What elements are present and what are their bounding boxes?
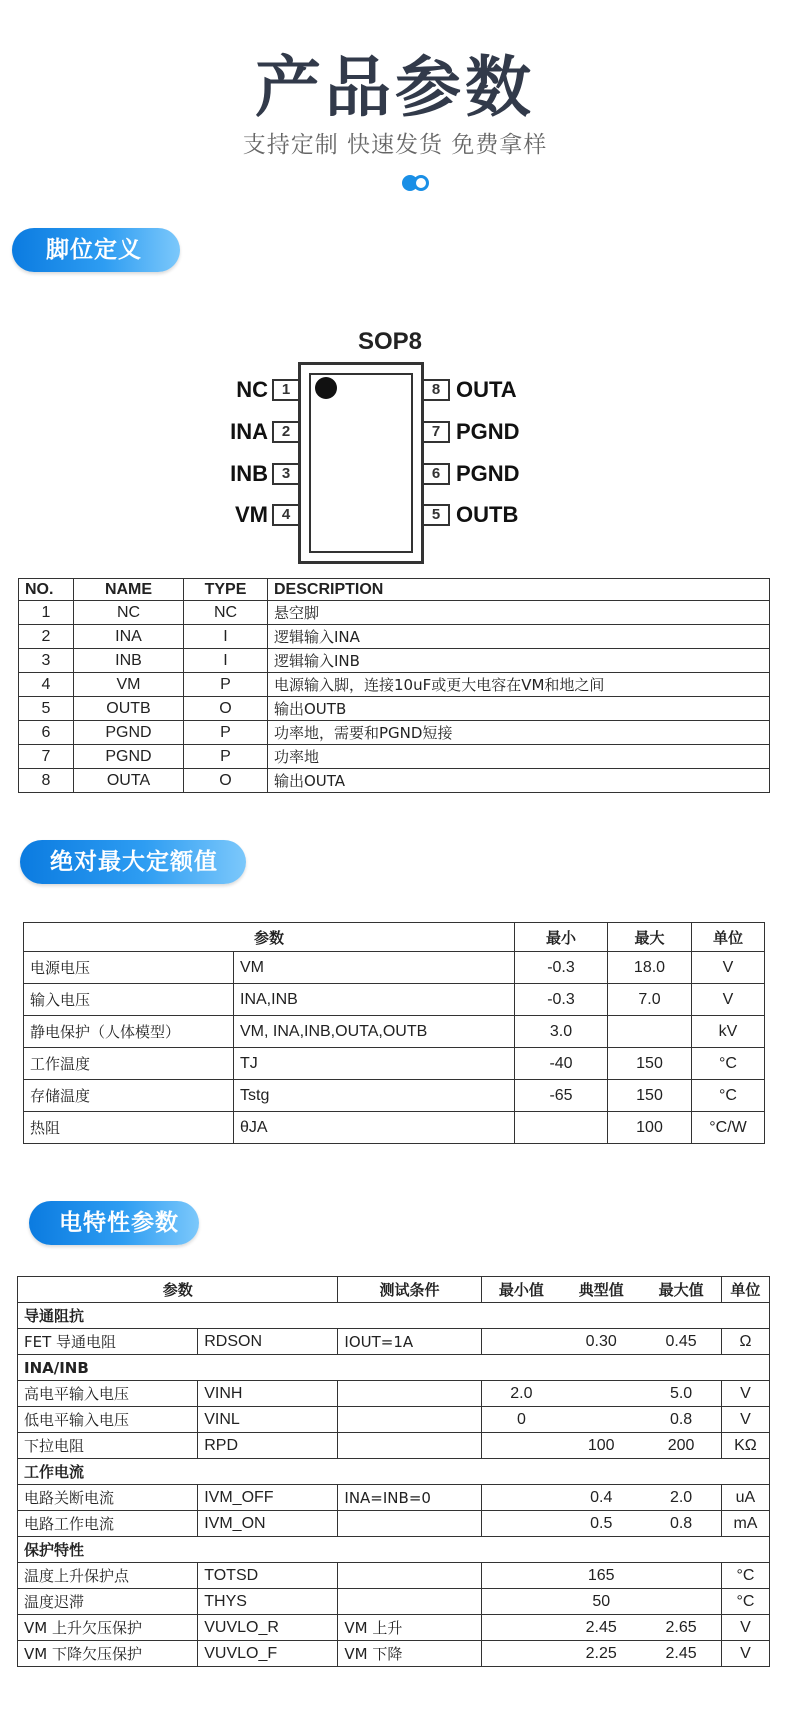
table-row [19,649,770,673]
table-cell [481,1329,561,1355]
pin-name-label: NC [236,377,268,402]
table-cell: 低电平输入电压 [18,1407,198,1433]
table-cell: 工作温度 [24,1048,234,1080]
section-absmax-header: 绝对最大定额值 [20,840,246,884]
pin-name-label: INA [230,419,268,444]
chip-inner-frame [309,373,413,553]
table-cell: V [692,952,765,984]
pin-number-box: 3 [272,463,300,485]
table-cell: P [184,721,268,745]
elec-header: 最大值 [641,1277,721,1303]
table-row [19,769,770,793]
table-cell: PGND [74,745,184,769]
group-row [18,1303,770,1329]
table-cell [338,1433,481,1459]
group-label: 保护特性 [18,1537,770,1563]
table-cell: V [721,1615,769,1641]
pin-table-header: NO. [19,579,74,601]
table-cell: 0.45 [641,1329,721,1355]
pin-table-header: NAME [74,579,184,601]
dot-ring-icon [413,175,429,191]
chip-body [298,362,424,564]
table-row [19,697,770,721]
electrical-table [17,1276,770,1667]
table-cell [481,1485,561,1511]
table-cell [338,1381,481,1407]
table-cell: 电路关断电流 [18,1485,198,1511]
table-cell: -40 [515,1048,608,1080]
table-cell: 4 [19,673,74,697]
table-row [19,745,770,769]
table-cell: 电源电压 [24,952,234,984]
table-cell: 功率地 [268,745,770,769]
table-cell: 2.45 [561,1615,641,1641]
table-row [18,1563,770,1589]
table-cell [338,1563,481,1589]
table-cell: RPD [198,1433,338,1459]
table-cell: 0 [481,1407,561,1433]
absmax-header: 最大 [608,923,692,952]
table-cell: VINH [198,1381,338,1407]
table-cell: 7.0 [608,984,692,1016]
table-cell: kV [692,1016,765,1048]
table-row [18,1511,770,1537]
table-cell: O [184,769,268,793]
table-cell: -65 [515,1080,608,1112]
decor-dots [402,174,432,192]
table-cell: INB [74,649,184,673]
page-subtitle: 支持定制 快速发货 免费拿样 [242,132,548,158]
table-cell: 165 [561,1563,641,1589]
table-cell: THYS [198,1589,338,1615]
elec-header: 典型值 [561,1277,641,1303]
table-cell: TJ [234,1048,515,1080]
table-cell: OUTA [74,769,184,793]
table-row [19,673,770,697]
table-cell [481,1511,561,1537]
pin-number-box: 7 [422,421,450,443]
table-cell: 逻辑输入INA [268,625,770,649]
pin-number-box: 5 [422,504,450,526]
table-cell: -0.3 [515,984,608,1016]
table-row [18,1407,770,1433]
table-row [24,1112,765,1144]
table-cell: 100 [608,1112,692,1144]
table-cell: 热阻 [24,1112,234,1144]
table-cell [608,1016,692,1048]
table-cell: 下拉电阻 [18,1433,198,1459]
table-row [24,1016,765,1048]
table-cell: V [721,1641,769,1667]
table-cell: °C [692,1080,765,1112]
table-cell: 150 [608,1080,692,1112]
group-row [18,1459,770,1485]
table-cell: 0.5 [561,1511,641,1537]
table-cell: 7 [19,745,74,769]
table-cell: 功率地，需要和PGND短接 [268,721,770,745]
table-cell: P [184,673,268,697]
table-row [24,984,765,1016]
chip-package-label: SOP8 [357,328,423,355]
table-cell: PGND [74,721,184,745]
table-cell: °C [721,1563,769,1589]
table-cell: VINL [198,1407,338,1433]
table-cell [481,1563,561,1589]
table-cell: 50 [561,1589,641,1615]
table-cell: 3.0 [515,1016,608,1048]
table-row [24,1080,765,1112]
pin-name-label: PGND [456,419,520,444]
pin-number-box: 6 [422,463,450,485]
page-title: 产品参数 [255,49,535,126]
table-cell: 高电平输入电压 [18,1381,198,1407]
table-row [19,625,770,649]
table-cell: VM [74,673,184,697]
table-cell: INA [74,625,184,649]
table-cell: VM 上升欠压保护 [18,1615,198,1641]
table-cell: VM, INA,INB,OUTA,OUTB [234,1016,515,1048]
table-cell: FET 导通电阻 [18,1329,198,1355]
absmax-header: 单位 [692,923,765,952]
table-cell: 电路工作电流 [18,1511,198,1537]
elec-header: 参数 [18,1277,338,1303]
pin-table [18,578,770,793]
elec-header: 测试条件 [338,1277,481,1303]
absmax-table [23,922,765,1144]
table-cell: 3 [19,649,74,673]
table-cell: 2.0 [641,1485,721,1511]
absmax-header: 最小 [515,923,608,952]
table-row [24,952,765,984]
table-cell: VUVLO_F [198,1641,338,1667]
table-cell: 5 [19,697,74,721]
table-cell: INA=INB=0 [338,1485,481,1511]
table-cell: °C [692,1048,765,1080]
group-label: INA/INB [18,1355,770,1381]
table-row [18,1381,770,1407]
table-cell: VM 下降欠压保护 [18,1641,198,1667]
table-cell: IVM_ON [198,1511,338,1537]
table-cell: 0.8 [641,1407,721,1433]
table-cell: INA,INB [234,984,515,1016]
table-cell: V [721,1407,769,1433]
table-cell: 电源输入脚，连接10uF或更大电容在VM和地之间 [268,673,770,697]
table-row [19,721,770,745]
section-electrical-header: 电特性参数 [29,1201,199,1245]
table-cell: 2 [19,625,74,649]
table-cell [641,1563,721,1589]
table-cell: V [692,984,765,1016]
pin-number-box: 4 [272,504,300,526]
table-cell: 悬空脚 [268,601,770,625]
table-cell: 0.4 [561,1485,641,1511]
table-row [18,1485,770,1511]
table-cell: 0.30 [561,1329,641,1355]
table-cell [515,1112,608,1144]
table-cell: °C [721,1589,769,1615]
pin-table-header: DESCRIPTION [268,579,770,601]
table-cell: TOTSD [198,1563,338,1589]
table-cell: VUVLO_R [198,1615,338,1641]
table-cell: IVM_OFF [198,1485,338,1511]
table-cell: 100 [561,1433,641,1459]
table-cell: 输出OUTA [268,769,770,793]
table-cell [481,1641,561,1667]
table-cell: 输入电压 [24,984,234,1016]
table-cell: 2.65 [641,1615,721,1641]
table-cell [481,1433,561,1459]
table-cell: P [184,745,268,769]
table-row [18,1641,770,1667]
table-cell [481,1615,561,1641]
table-cell: VM [234,952,515,984]
table-cell: 2.0 [481,1381,561,1407]
pin-name-label: INB [230,461,268,486]
group-row [18,1355,770,1381]
table-cell [338,1589,481,1615]
table-cell: VM 上升 [338,1615,481,1641]
table-cell: 0.8 [641,1511,721,1537]
table-row [18,1589,770,1615]
chip-diagram [210,322,570,572]
pin-number-box: 8 [422,379,450,401]
table-cell: θJA [234,1112,515,1144]
pin-number-box: 2 [272,421,300,443]
table-cell: 存储温度 [24,1080,234,1112]
table-cell: °C/W [692,1112,765,1144]
table-cell [561,1407,641,1433]
table-cell: 2.25 [561,1641,641,1667]
pin1-marker-icon [315,377,337,399]
table-cell: 逻辑输入INB [268,649,770,673]
table-cell [481,1589,561,1615]
section-pins-header: 脚位定义 [12,228,180,272]
elec-header: 单位 [721,1277,769,1303]
table-cell: 温度上升保护点 [18,1563,198,1589]
table-cell: 输出OUTB [268,697,770,721]
pin-name-label: VM [235,502,268,527]
table-cell: NC [74,601,184,625]
table-row [19,601,770,625]
table-cell: 200 [641,1433,721,1459]
table-row [24,1048,765,1080]
group-row [18,1537,770,1563]
group-label: 导通阻抗 [18,1303,770,1329]
table-cell: 温度迟滞 [18,1589,198,1615]
table-cell: RDSON [198,1329,338,1355]
table-cell: NC [184,601,268,625]
table-cell: mA [721,1511,769,1537]
table-cell: 1 [19,601,74,625]
table-cell: 8 [19,769,74,793]
table-cell [641,1589,721,1615]
table-cell: 150 [608,1048,692,1080]
table-cell: -0.3 [515,952,608,984]
table-cell: V [721,1381,769,1407]
table-cell: 6 [19,721,74,745]
table-row [18,1615,770,1641]
table-cell: 2.45 [641,1641,721,1667]
elec-header: 最小值 [481,1277,561,1303]
table-cell: Tstg [234,1080,515,1112]
table-cell: I [184,649,268,673]
table-cell: uA [721,1485,769,1511]
pin-name-label: OUTB [456,502,519,527]
absmax-header: 参数 [24,923,515,952]
table-cell [338,1407,481,1433]
table-cell: 18.0 [608,952,692,984]
table-cell [338,1511,481,1537]
pin-name-label: OUTA [456,377,517,402]
pin-number-box: 1 [272,379,300,401]
table-row [18,1433,770,1459]
group-label: 工作电流 [18,1459,770,1485]
table-cell: 5.0 [641,1381,721,1407]
table-cell: I [184,625,268,649]
table-cell: Ω [721,1329,769,1355]
table-cell [561,1381,641,1407]
table-row [18,1329,770,1355]
pin-name-label: PGND [456,461,520,486]
table-cell: KΩ [721,1433,769,1459]
pin-table-header: TYPE [184,579,268,601]
table-cell: 静电保护（人体模型） [24,1016,234,1048]
table-cell: VM 下降 [338,1641,481,1667]
table-cell: O [184,697,268,721]
table-cell: OUTB [74,697,184,721]
table-cell: IOUT=1A [338,1329,481,1355]
